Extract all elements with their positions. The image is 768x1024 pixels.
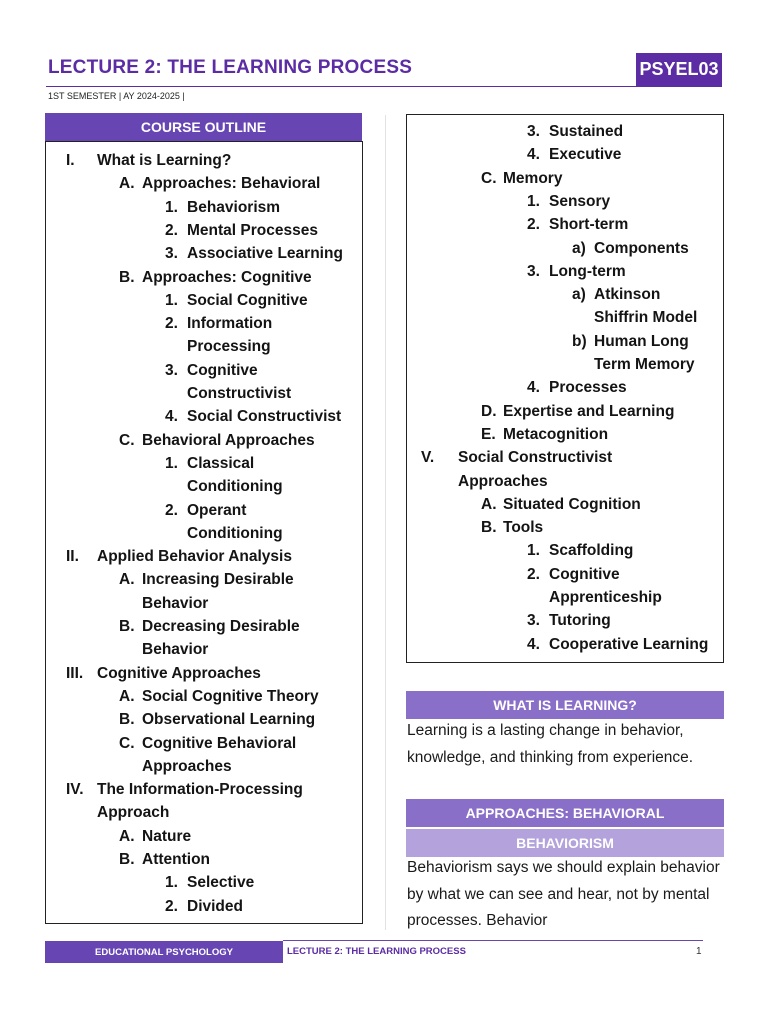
outline-item-text: Approaches: [458, 472, 548, 490]
outline-item: [0, 190, 768, 213]
outline-item-text: Apprenticeship: [549, 589, 662, 606]
outline-item-text: Short-term: [549, 216, 629, 234]
outline-item-number: B.: [119, 851, 135, 868]
outline-item-text: Social Constructivist: [458, 449, 613, 467]
what-is-learning-heading: WHAT IS LEARNING?: [406, 691, 724, 719]
outline-item-text: Operant: [187, 501, 247, 519]
outline-item-text: Mental Processes: [187, 221, 318, 239]
outline-item-text: Cognitive Behavioral: [142, 734, 297, 752]
page-number: 1: [696, 946, 702, 957]
outline-item: [0, 662, 768, 685]
outline-item-number: 3.: [165, 361, 178, 379]
outline-item-text: Term Memory: [594, 356, 695, 373]
outline-item-number: E.: [481, 425, 496, 443]
outline-item-text: What is Learning?: [97, 152, 232, 169]
outline-item-number: 2.: [165, 315, 178, 333]
outline-item: [0, 143, 768, 166]
outline-item-number: B.: [119, 618, 135, 635]
outline-item-text: Cooperative Learning: [549, 635, 709, 653]
outline-item-text: Long-term: [549, 262, 626, 280]
outline-item-text: The Information-Processing: [97, 781, 303, 799]
outline-item-text: Scaffolding: [549, 542, 634, 560]
what-is-learning-text: Learning is a lasting change in behavior, knowledge, and thinking from experience.: [407, 722, 694, 766]
outline-item-text: Social Constructivist: [187, 408, 342, 426]
outline-item: [0, 516, 768, 539]
page-title: LECTURE 2: THE LEARNING PROCESS: [48, 57, 413, 78]
outline-item-text: Social Cognitive Theory: [142, 687, 319, 705]
outline-item-text: Increasing Desirable: [142, 571, 294, 589]
approaches-behavioral-heading: APPROACHES: BEHAVIORAL: [406, 799, 724, 827]
outline-item-number: III.: [66, 664, 84, 682]
outline-item-number: 2.: [165, 897, 178, 915]
outline-item-text: Memory: [503, 169, 563, 187]
outline-item-number: 3.: [165, 245, 178, 263]
outline-item-number: C.: [481, 169, 497, 187]
outline-item-text: Components: [594, 239, 689, 257]
outline-item: [0, 167, 768, 190]
outline-item-number: b): [572, 332, 587, 350]
outline-item-number: 2.: [527, 216, 540, 234]
outline-item-text: Sustained: [549, 123, 624, 140]
outline-item-text: Constructivist: [187, 385, 292, 402]
outline-item: [0, 778, 768, 801]
outline-item: [0, 376, 768, 399]
outline-item-number: 4.: [165, 408, 178, 426]
outline-item-text: Behavior: [142, 594, 209, 612]
course-outline-heading: COURSE OUTLINE: [45, 113, 362, 141]
outline-item-text: Tools: [503, 519, 544, 537]
outline-item-number: 1.: [527, 192, 540, 210]
outline-item-number: IV.: [66, 781, 84, 799]
outline-item: [0, 330, 768, 353]
outline-item-number: a): [572, 239, 586, 257]
outline-item: [0, 120, 768, 143]
outline-item-text: Approaches: Behavioral: [142, 175, 321, 193]
semester-label: 1ST SEMESTER | AY 2024-2025 |: [48, 91, 185, 101]
outline-item: [0, 609, 768, 632]
outline-item-number: B.: [481, 519, 497, 537]
outline-item-text: Processes: [549, 379, 627, 397]
course-code-badge: PSYEL03: [636, 53, 722, 86]
outline-item-text: Processing: [187, 338, 271, 356]
outline-item-number: B.: [119, 711, 135, 729]
outline-item-text: Social Cognitive: [187, 291, 308, 309]
outline-item-text: Information: [187, 315, 273, 333]
outline-item-number: C.: [119, 734, 135, 752]
outline-item-number: 4.: [527, 146, 540, 164]
outline-item: [0, 237, 768, 260]
outline-item-number: 1.: [165, 454, 178, 472]
outline-item: [0, 283, 768, 306]
outline-item-number: A.: [119, 827, 135, 845]
outline-item: [0, 400, 768, 423]
outline-item: [0, 633, 768, 656]
outline-item-text: Approaches: [142, 757, 232, 775]
outline-item: [0, 470, 768, 493]
outline-item-text: Conditioning: [187, 524, 283, 542]
outline-item-text: Nature: [142, 827, 192, 845]
outline-item-text: Human Long: [594, 332, 689, 350]
outline-item-number: 2.: [165, 221, 178, 239]
outline-item-number: 4.: [527, 635, 540, 653]
outline-item-number: I.: [66, 152, 75, 169]
outline-item-number: 1.: [527, 542, 540, 560]
outline-item: [0, 306, 768, 329]
behaviorism-heading: BEHAVIORISM: [406, 829, 724, 857]
outline-item-text: Cognitive: [187, 361, 258, 379]
outline-item: [0, 260, 768, 283]
outline-item-text: Divided: [187, 897, 243, 915]
outline-item-text: Executive: [549, 146, 622, 164]
outline-item-text: Metacognition: [503, 425, 609, 443]
outline-item-number: 2.: [527, 565, 540, 583]
outline-item-text: Situated Cognition: [503, 495, 641, 513]
outline-item: [0, 213, 768, 236]
outline-item-number: D.: [481, 402, 497, 420]
outline-item-number: A.: [481, 495, 497, 513]
outline-item-number: A.: [119, 687, 135, 705]
outline-item-number: C.: [119, 431, 135, 449]
outline-item-text: Cognitive: [549, 565, 620, 583]
outline-item-text: Decreasing Desirable: [142, 618, 300, 635]
outline-item: [0, 446, 768, 469]
outline-item-number: 1.: [165, 198, 178, 216]
outline-item-text: Tutoring: [549, 612, 611, 630]
footer-course-label: EDUCATIONAL PSYCHOLOGY: [45, 941, 283, 963]
outline-item-text: Conditioning: [187, 478, 283, 496]
outline-item: [0, 353, 768, 376]
outline-item-text: Sensory: [549, 192, 611, 210]
outline-item-text: Expertise and Learning: [503, 402, 675, 420]
footer-lecture-label: LECTURE 2: THE LEARNING PROCESS: [287, 946, 466, 957]
outline-item-text: Atkinson: [594, 286, 661, 304]
outline-item-number: II.: [66, 548, 79, 566]
header-divider: [46, 86, 722, 87]
outline-item-text: Behaviorism: [187, 198, 281, 216]
outline-item-text: Classical: [187, 454, 255, 472]
outline-item: [0, 539, 768, 562]
outline-item-text: Attention: [142, 851, 211, 868]
outline-item-number: A.: [119, 571, 135, 589]
outline-item-text: Behavior: [142, 641, 209, 659]
outline-item: [0, 586, 768, 609]
outline-item-number: 3.: [527, 123, 540, 140]
outline-item-text: Applied Behavior Analysis: [97, 548, 292, 566]
outline-item-number: 4.: [527, 379, 540, 397]
outline-item-number: 1.: [165, 291, 178, 309]
outline-item-text: Associative Learning: [187, 245, 343, 263]
outline-item-number: a): [572, 286, 586, 304]
outline-item-number: 1.: [165, 874, 178, 892]
outline-item-number: 3.: [527, 262, 540, 280]
outline-item-number: V.: [421, 449, 435, 467]
outline-item-number: 3.: [527, 612, 540, 630]
outline-item-text: Approaches: Cognitive: [142, 268, 312, 286]
outline-item-number: B.: [119, 268, 135, 286]
outline-item-text: Behavioral Approaches: [142, 431, 315, 449]
behaviorism-text: Behaviorism says we should explain behavior by what we can see and hear, not by mental processes. Behavior: [407, 859, 720, 929]
outline-item: [0, 563, 768, 586]
outline-item-text: Approach: [97, 804, 170, 822]
outline-item-number: A.: [119, 175, 135, 193]
outline-item-text: Cognitive Approaches: [97, 664, 261, 682]
outline-item-text: Selective: [187, 874, 255, 892]
outline-item-text: Shiffrin Model: [594, 309, 698, 327]
outline-item-text: Observational Learning: [142, 711, 316, 729]
outline-item: [0, 493, 768, 516]
footer-divider: [283, 940, 703, 941]
outline-item: [0, 423, 768, 446]
outline-item-number: 2.: [165, 501, 178, 519]
